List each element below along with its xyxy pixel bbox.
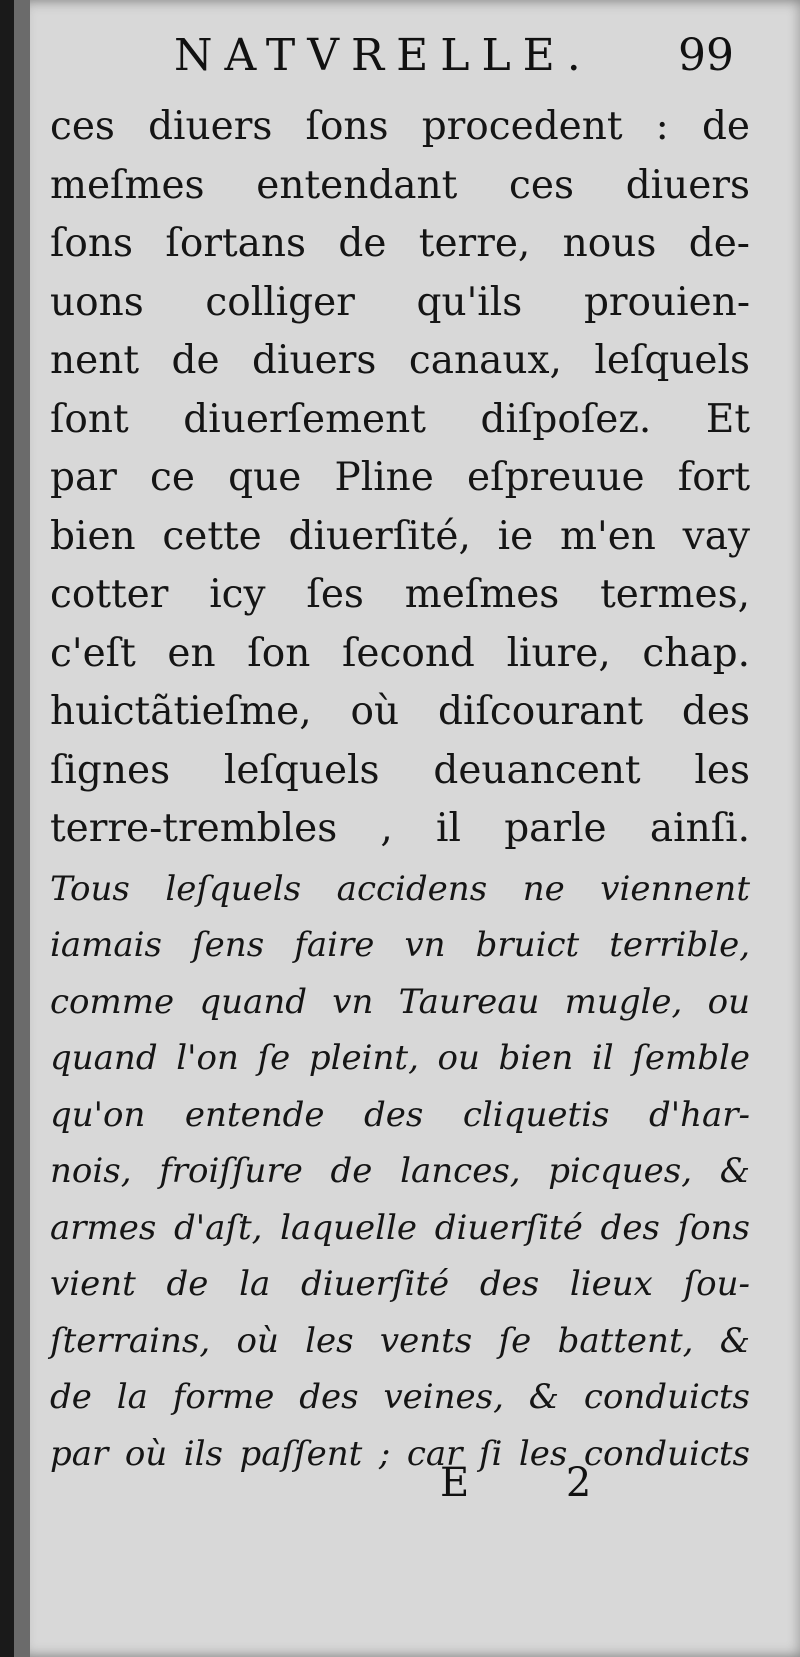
quote-line: par où ils paſſent ; car ſi les conduicts xyxy=(50,1433,750,1474)
text-line: ces diuers ſons procedent : de xyxy=(50,104,750,149)
quote-line: Tous leſquels accidens ne viennent xyxy=(50,868,750,909)
page-number: 99 xyxy=(678,30,734,81)
text-block xyxy=(50,98,750,1482)
text-line: huictãtieſme, où diſcourant des xyxy=(50,689,750,734)
quote-line: iamais ſens faire vn bruict terrible, xyxy=(50,925,750,965)
gutter-shadow xyxy=(14,0,30,1657)
text-line: cotter icy ſes meſmes termes, xyxy=(50,572,750,617)
text-line: meſmes entendant ces diuers xyxy=(50,162,750,208)
quote-line: comme quand vn Taureau mugle, ou xyxy=(50,981,750,1022)
quote-line: armes d'aſt, laquelle diuerſité des ſons xyxy=(50,1207,750,1248)
quote-line: nois, froiſſure de lances, picques, & xyxy=(50,1151,750,1191)
quote-line: de la forme des veines, & conduicts xyxy=(50,1377,750,1417)
text-line: bien cette diuerſité, ie m'en vay xyxy=(50,513,750,559)
text-line: ſignes leſquels deuancent les xyxy=(50,747,750,793)
text-line: c'eſt en ſon ſecond liure, chap. xyxy=(50,630,750,676)
page-header xyxy=(174,30,734,90)
running-head: NATVRELLE. xyxy=(174,30,593,81)
roman-paragraph xyxy=(50,98,750,859)
text-line: uons colliger qu'ils prouien- xyxy=(50,279,750,325)
text-line: terre-trembles , il parle ainſi. xyxy=(50,806,750,851)
italic-quotation xyxy=(50,861,750,1483)
text-line: par ce que Pline eſpreuue fort xyxy=(50,455,750,500)
signature-mark: E 2 xyxy=(440,1460,634,1506)
quote-line: qu'on entende des cliquetis d'har- xyxy=(50,1094,750,1135)
text-line: nent de diuers canaux, leſquels xyxy=(50,338,750,383)
quote-line: ſterrains, où les vents ſe battent, & xyxy=(50,1320,750,1361)
text-line: ſont diuerſement diſpoſez. Et xyxy=(50,396,750,442)
quote-line: quand l'on ſe pleint, ou bien il ſemble xyxy=(50,1038,750,1078)
quote-line: vient de la diuerſité des lieux ſou- xyxy=(50,1264,750,1304)
text-line: ſons ſortans de terre, nous de- xyxy=(50,221,750,266)
